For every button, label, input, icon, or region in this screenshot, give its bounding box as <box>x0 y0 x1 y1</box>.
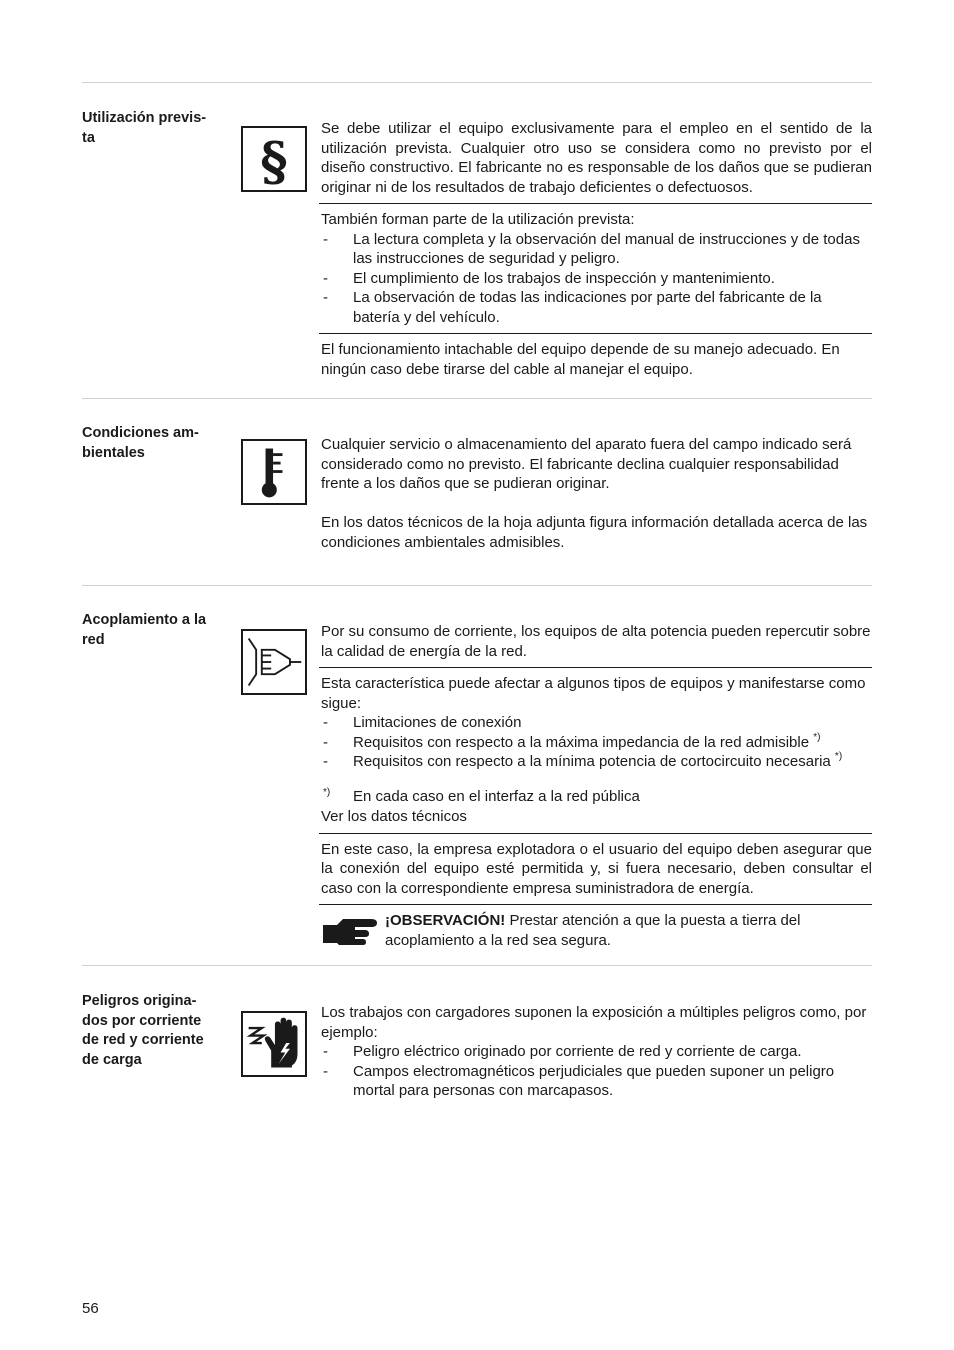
list-item: - El cumplimiento de los trabajos de inspección y mantenimiento. <box>323 269 775 287</box>
list-item-text: Requisitos con respecto a la mínima potencia de cortocircuito necesaria <box>353 753 831 770</box>
section-title-condiciones: Condiciones am- bientales <box>82 425 199 461</box>
paragraph: Se debe utilizar el equipo exclusivamente para el empleo en el sentido de la utilización prevista. Cualquier otro uso se considera como no previsto por el diseño constructivo. El fabricante no es responsable de los daños que se pudieran originar ni de los resultados de trabajo deficientes o defectuosos. <box>321 120 872 196</box>
footnote-marker: *) <box>834 751 843 762</box>
section-title-acoplamiento: Acoplamiento a la red <box>82 612 207 648</box>
footnote-mark: *) <box>323 786 331 798</box>
list-item: - Limitaciones de conexión <box>323 714 522 731</box>
list-intro: También forman parte de la utilización prevista: <box>321 211 635 228</box>
list-block <box>319 667 872 827</box>
section-body-condiciones <box>319 435 872 552</box>
paragraph-icon <box>241 126 307 192</box>
note-label: ¡OBSERVACIÓN! <box>385 912 506 929</box>
section-divider <box>82 965 872 966</box>
list-item: - La lectura completa y la observación del manual de instrucciones y de todas las instrucciones de seguridad y peligro. <box>323 230 860 267</box>
footnote-marker: *) <box>813 731 821 743</box>
list-item: - La observación de todas las indicaciones por parte del fabricante de la batería y del vehículo. <box>323 289 822 326</box>
list-item: - Requisitos con respecto a la mínima potencia de cortocircuito necesaria *) <box>323 751 843 770</box>
footnote-text: En cada caso en el interfaz a la red pública <box>353 787 640 805</box>
power-plug-icon <box>241 629 307 695</box>
list-item: - Requisitos con respecto a la máxima impedancia de la red admisible *) <box>323 731 821 751</box>
top-divider <box>82 82 872 83</box>
paragraph: En este caso, la empresa explotadora o el usuario del equipo deben asegurar que la conexión del equipo esté permitida y, si fuera necesario, deben consultar el caso con la correspondiente empresa suministradora de energía. <box>319 833 872 899</box>
list-intro: Los trabajos con cargadores suponen la exposición a múltiples peligros como, por ejemplo: <box>321 1004 867 1041</box>
footnote <box>321 787 872 807</box>
electric-shock-hand-icon <box>241 1011 307 1077</box>
list-item: - Campos electromagnéticos perjudiciales que pueden suponer un peligro mortal para personas con marcapasos. <box>323 1062 835 1099</box>
list-intro: Esta característica puede afectar a algunos tipos de equipos y manifestarse como sigue: <box>321 675 866 712</box>
section-divider <box>82 398 872 399</box>
paragraph: Cualquier servicio o almacenamiento del aparato fuera del campo indicado será considerado como no previsto. El fabricante declina cualquier responsabilidad frente a los daños que se pudieran originar. <box>321 436 852 492</box>
section-divider <box>82 585 872 586</box>
footnote-reference: Ver los datos técnicos <box>321 808 467 825</box>
list-item-text: Requisitos con respecto a la máxima impedancia de la red admisible <box>353 733 810 751</box>
paragraph: En los datos técnicos de la hoja adjunta figura información detallada acerca de las condiciones ambientales admisibles. <box>321 514 868 551</box>
note-text: Prestar atención a que la puesta a tierra del acoplamiento a la red sea segura. <box>385 912 801 949</box>
section-body-peligros <box>319 1003 872 1101</box>
paragraph: El funcionamiento intachable del equipo depende de su manejo adecuado. En ningún caso debe tirarse del cable al manejar el equipo. <box>319 333 872 379</box>
page-number: 56 <box>82 1300 99 1317</box>
thermometer-icon <box>241 439 307 505</box>
paragraph: Por su consumo de corriente, los equipos de alta potencia pueden repercutir sobre la calidad de energía de la red. <box>321 623 871 660</box>
section-body-utilizacion <box>319 119 872 379</box>
list-block <box>319 203 872 327</box>
list-item-text: La lectura completa y la observación del manual de instrucciones y de todas las instrucciones de seguridad y peligro. <box>353 230 860 267</box>
list-item-text: El cumplimiento de los trabajos de inspección y mantenimiento. <box>353 269 775 287</box>
section-title-peligros: Peligros origina- dos por corriente de red y corriente de carga <box>82 993 204 1068</box>
list-item-text: Campos electromagnéticos perjudiciales que pueden suponer un peligro mortal para personas con marcapasos. <box>353 1062 835 1099</box>
section-body-acoplamiento <box>319 622 872 950</box>
pointing-hand-icon <box>321 915 377 949</box>
list-block <box>319 1003 872 1101</box>
note-box <box>319 904 872 950</box>
list-item-text: Peligro eléctrico originado por corriente de red y corriente de carga. <box>353 1043 802 1060</box>
list-item-text: La observación de todas las indicaciones por parte del fabricante de la batería y del vehículo. <box>353 289 822 326</box>
section-title-utilizacion: Utilización previs- ta <box>82 110 207 146</box>
svg-text:§: § <box>260 131 288 190</box>
list-item: - Peligro eléctrico originado por corriente de red y corriente de carga. <box>323 1043 802 1060</box>
list-item-text: Limitaciones de conexión <box>353 714 522 731</box>
